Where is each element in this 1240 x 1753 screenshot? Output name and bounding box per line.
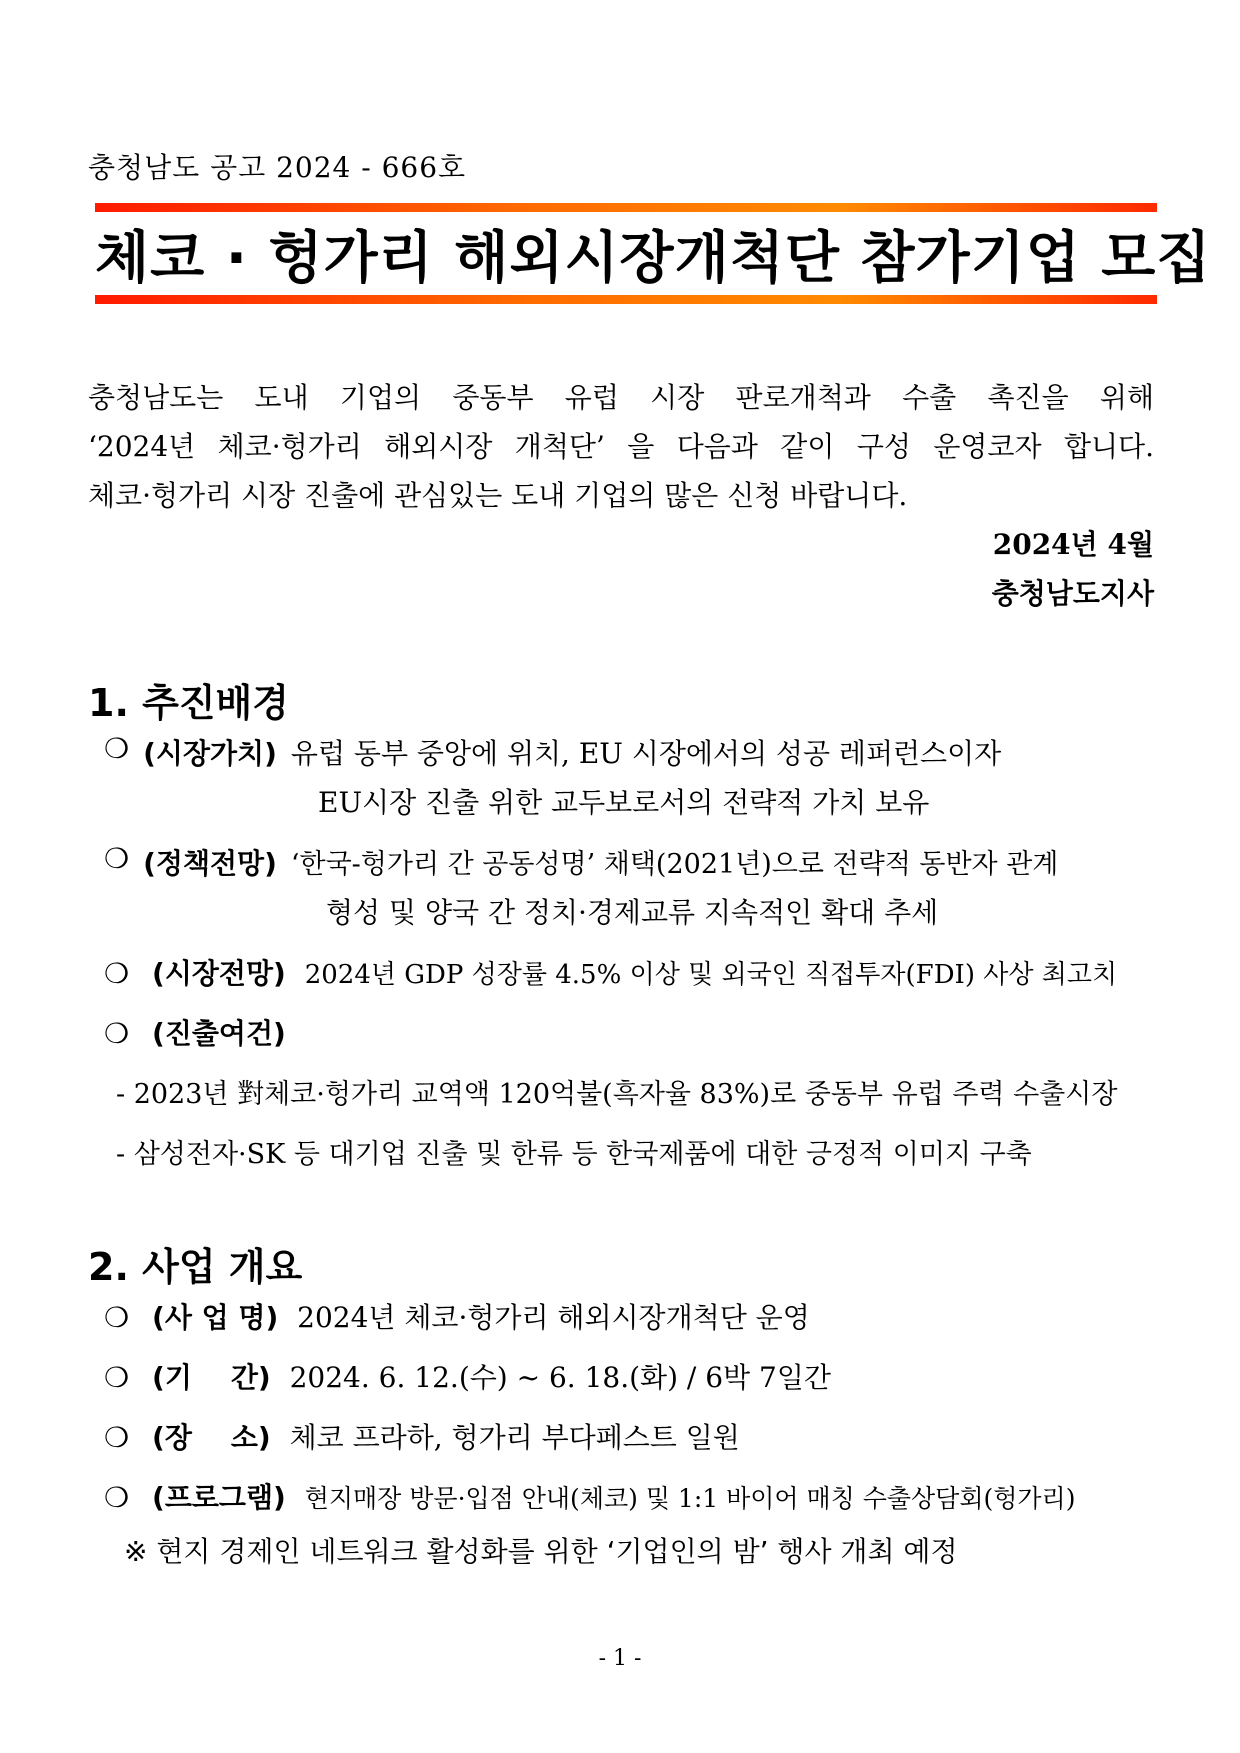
- title-bottom-rule: [95, 295, 1157, 304]
- title-top-rule: [95, 203, 1157, 212]
- item-text: 체코 프라하, 헝가리 부다페스트 일원: [289, 1421, 740, 1454]
- bullet-icon: ❍: [104, 957, 130, 990]
- page-number: - 1 -: [598, 1646, 642, 1671]
- sub-item: - 삼성전자·SK 등 대기업 진출 및 한류 등 한국제품에 대한 긍정적 이미지 구축: [116, 1139, 1032, 1170]
- bullet-icon: ❍: [104, 1421, 130, 1454]
- intro-line-2: ‘2024년 체코·헝가리 해외시장 개척단’ 을 다음과 같이 구성 운영코자 합니다.: [88, 430, 1154, 463]
- item-label: (장 소): [152, 1421, 271, 1454]
- bullet-icon: ❍: [104, 732, 130, 765]
- item-label: (정책전망): [143, 847, 277, 880]
- item-label: (시장가치): [143, 737, 277, 770]
- section-2-heading: 2. 사업 개요: [88, 1245, 303, 1289]
- sub-item: - 2023년 對체코·헝가리 교역액 120억불(흑자율 83%)로 중동부 유럽 주력 수출시장: [116, 1079, 1118, 1110]
- list-item: [104, 952, 1117, 992]
- item-continuation: 형성 및 양국 간 정치·경제교류 지속적인 확대 추세: [326, 896, 939, 929]
- item-continuation: EU시장 진출 위한 교두보로서의 전략적 가치 보유: [318, 786, 930, 819]
- document-title: 체코 · 헝가리 해외시장개척단 참가기업 모집: [95, 226, 1212, 291]
- list-item: [104, 1476, 1075, 1516]
- list-item: [104, 1296, 810, 1336]
- bullet-icon: ❍: [104, 1017, 130, 1050]
- intro-line-1: 충청남도는 도내 기업의 중동부 유럽 시장 판로개척과 수출 촉진을 위해: [88, 381, 1154, 414]
- item-text: 유럽 동부 중앙에 위치, EU 시장에서의 성공 레퍼런스이자: [290, 737, 1002, 770]
- item-label: (프로그램): [152, 1481, 286, 1514]
- list-item: [104, 1416, 740, 1456]
- item-text: 현지매장 방문·입점 안내(체코) 및 1:1 바이어 매칭 수출상담회(헝가리): [304, 1484, 1076, 1513]
- item-label: (기 간): [152, 1361, 271, 1394]
- item-text: 2024년 GDP 성장률 4.5% 이상 및 외국인 직접투자(FDI) 사상 최고치: [304, 960, 1118, 990]
- list-item: [104, 842, 1149, 882]
- list-item: [104, 732, 1149, 772]
- item-label: (진출여건): [152, 1017, 286, 1050]
- note: ※ 현지 경제인 네트워크 활성화를 위한 ‘기업인의 밤’ 행사 개최 예정: [124, 1535, 958, 1568]
- item-text: 2024. 6. 12.(수) ~ 6. 18.(화) / 6박 7일간: [289, 1361, 831, 1394]
- item-label: (사 업 명): [152, 1301, 279, 1334]
- item-text: 2024년 체코·헝가리 해외시장개척단 운영: [297, 1301, 810, 1334]
- list-item: [104, 1012, 286, 1052]
- bullet-icon: ❍: [104, 1361, 130, 1394]
- notice-number: 충청남도 공고 2024 - 666호: [88, 151, 467, 184]
- item-label: (시장전망): [152, 957, 286, 990]
- intro-line-3: 체코·헝가리 시장 진출에 관심있는 도내 기업의 많은 신청 바랍니다.: [88, 479, 908, 512]
- notice-date: 2024년 4월: [992, 528, 1154, 561]
- list-item: [104, 1356, 831, 1396]
- item-text: ‘한국-헝가리 간 공동성명’ 채택(2021년)으로 전략적 동반자 관계: [290, 849, 1059, 880]
- bullet-icon: ❍: [104, 1301, 130, 1334]
- issuer: 충청남도지사: [991, 577, 1154, 610]
- section-1-heading: 1. 추진배경: [88, 681, 289, 725]
- bullet-icon: ❍: [104, 1481, 130, 1514]
- bullet-icon: ❍: [104, 842, 130, 875]
